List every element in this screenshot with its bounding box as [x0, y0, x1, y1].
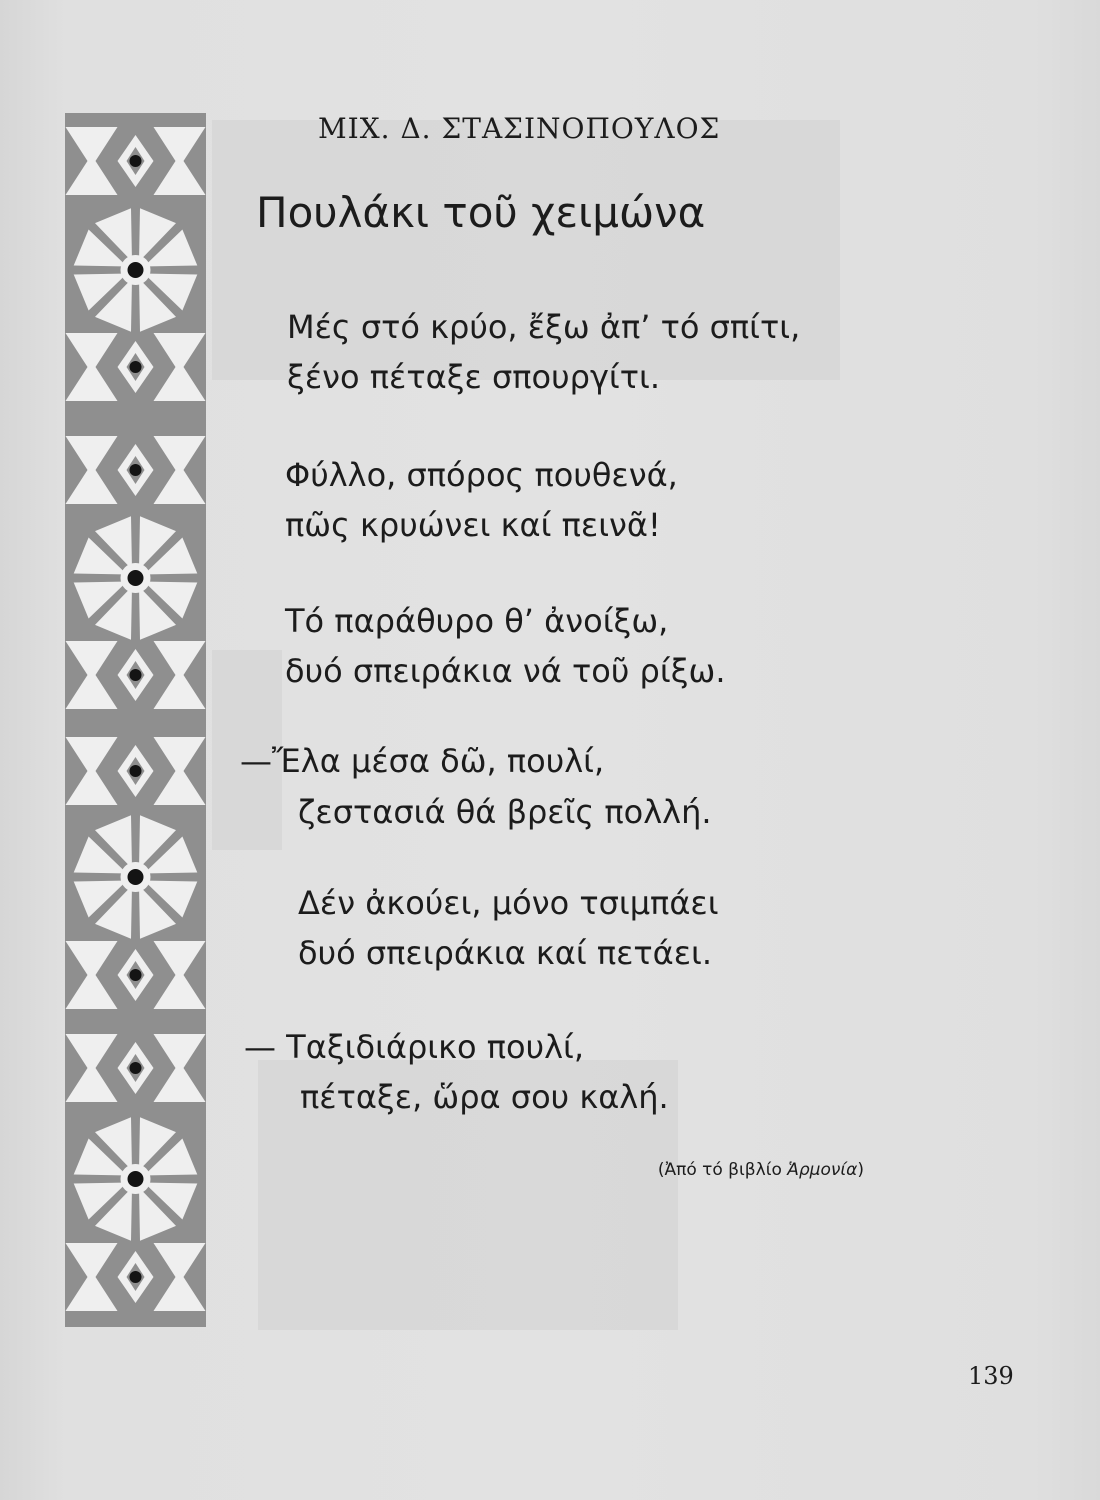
center-dot	[130, 1062, 142, 1074]
poem-line: ξένο πέταξε σπουργίτι.	[287, 358, 660, 396]
poem-title: Πουλάκι τοῦ χειμώνα	[256, 188, 706, 237]
source-book-title: Ἁρμονία	[787, 1160, 858, 1180]
hourglass-shape	[154, 1243, 206, 1311]
hourglass-shape	[66, 941, 118, 1009]
hourglass-shape	[154, 941, 206, 1009]
poem-line: δυό σπειράκια καί πετάει.	[298, 934, 713, 972]
author-name: ΜΙΧ. Δ. ΣΤΑΣΙΝΟΠΟΥΛΟΣ	[318, 112, 721, 145]
poem-line: δυό σπειράκια νά τοῦ ρίξω.	[285, 652, 726, 690]
hourglass-shape	[154, 737, 206, 805]
hourglass-shape	[154, 641, 206, 709]
center-dot	[130, 669, 142, 681]
center-dot	[128, 869, 144, 885]
poem-line: πῶς κρυώνει καί πεινᾶ!	[285, 506, 661, 544]
center-dot	[128, 570, 144, 586]
source-citation	[658, 1160, 864, 1180]
center-dot	[130, 1271, 142, 1283]
hourglass-shape	[66, 333, 118, 401]
hourglass-shape	[154, 436, 206, 504]
source-suffix: )	[857, 1160, 864, 1180]
hourglass-shape	[66, 737, 118, 805]
hourglass-shape	[66, 1243, 118, 1311]
hourglass-shape	[154, 333, 206, 401]
poem-line: Τό παράθυρο θ’ ἀνοίξω,	[285, 602, 669, 640]
poem-line: —Ἔλα μέσα δῶ, πουλί,	[240, 742, 605, 780]
page-number: 139	[968, 1362, 1014, 1390]
center-dot	[130, 464, 142, 476]
center-dot	[128, 1171, 144, 1187]
poem-line: Φύλλο, σπόρος πουθενά,	[285, 456, 678, 494]
center-dot	[130, 155, 142, 167]
decorative-border	[65, 113, 206, 1327]
center-dot	[130, 969, 142, 981]
center-dot	[130, 361, 142, 373]
center-dot	[130, 765, 142, 777]
source-prefix: (Ἀπό τό βιβλίο	[657, 1160, 788, 1180]
hourglass-shape	[154, 127, 206, 195]
poem-line: Μές στό κρύο, ἔξω ἀπ’ τό σπίτι,	[287, 308, 801, 346]
hourglass-shape	[66, 641, 118, 709]
hourglass-shape	[66, 1034, 118, 1102]
poem-line: ζεστασιά θά βρεῖς πολλή.	[298, 793, 712, 831]
poem-line: — Ταξιδιάρικο πουλί,	[244, 1028, 585, 1066]
center-dot	[128, 262, 144, 278]
folk-pattern-border	[65, 113, 206, 1327]
poem-line: πέταξε, ὥρα σου καλή.	[300, 1078, 669, 1116]
poem-line: Δέν ἀκούει, μόνο τσιμπάει	[298, 884, 719, 922]
hourglass-shape	[154, 1034, 206, 1102]
hourglass-shape	[66, 127, 118, 195]
hourglass-shape	[66, 436, 118, 504]
